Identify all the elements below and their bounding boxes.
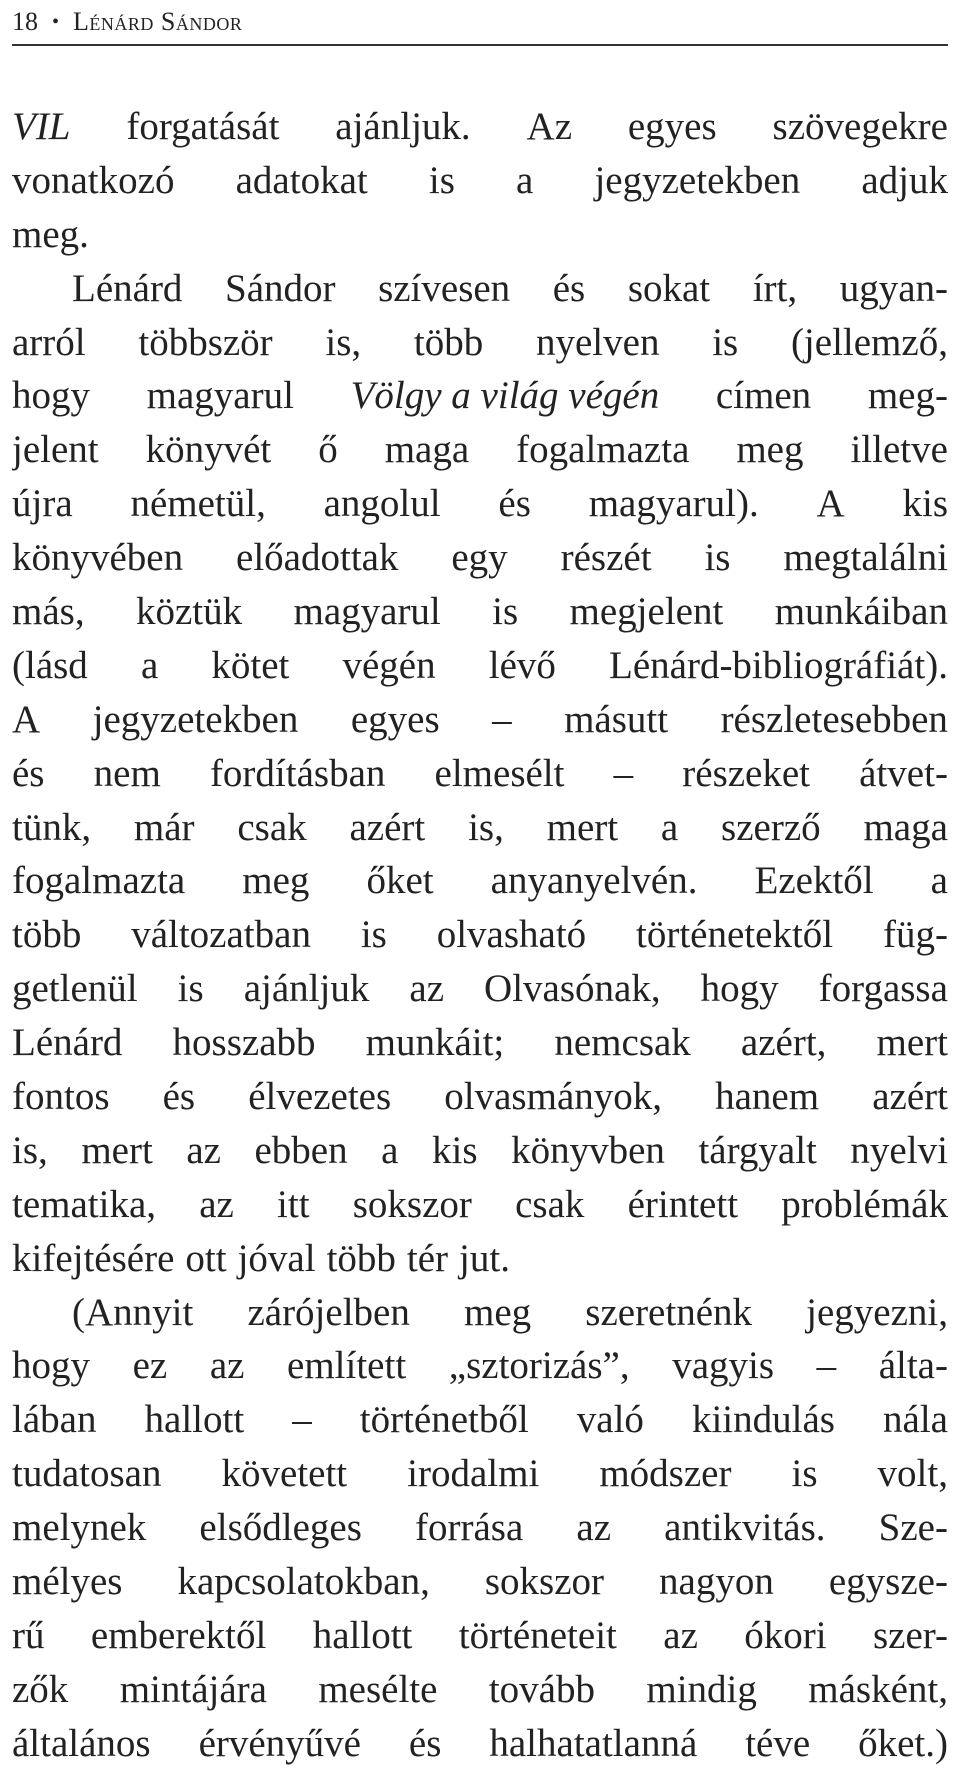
- word: tér: [406, 1236, 449, 1280]
- word: –: [613, 751, 634, 795]
- text-line: [12, 1016, 948, 1070]
- word: ez: [132, 1344, 168, 1388]
- word: fogalmazta: [12, 859, 186, 903]
- word: irodalmi: [407, 1452, 540, 1496]
- word: az: [209, 1344, 245, 1388]
- word: vonatkozó: [12, 158, 175, 202]
- word: részét: [560, 536, 652, 580]
- word: németül,: [130, 482, 266, 526]
- word: részletesebben: [720, 697, 948, 741]
- word: és: [552, 266, 586, 310]
- word: az: [409, 967, 445, 1011]
- text-line: [12, 1070, 948, 1124]
- word: is: [704, 536, 731, 580]
- word: emberektől: [90, 1613, 267, 1657]
- word: forrása: [415, 1506, 524, 1550]
- word: getlenül: [12, 967, 138, 1011]
- word: meg: [463, 1290, 532, 1334]
- word: jegyezni,: [806, 1290, 948, 1334]
- word: az: [663, 1613, 698, 1657]
- word: mélyes: [12, 1560, 123, 1604]
- word: könyvében: [12, 536, 184, 580]
- word: hallott: [312, 1613, 413, 1657]
- word: anyanyelvén.: [490, 859, 698, 903]
- word: olvasmányok,: [444, 1075, 662, 1119]
- word: melynek: [12, 1506, 147, 1550]
- word: (lásd: [12, 643, 88, 687]
- running-head-author: Lénárd Sándor: [73, 7, 243, 36]
- word: forgassa: [818, 967, 948, 1011]
- word: jut.: [459, 1236, 510, 1280]
- word: meg: [242, 859, 310, 903]
- word: itt: [277, 1182, 310, 1226]
- word: említett: [287, 1344, 407, 1388]
- word: a: [381, 1128, 399, 1172]
- word: maga: [384, 428, 470, 472]
- word: kifejtésére: [12, 1236, 175, 1280]
- word: mintájára: [119, 1667, 267, 1711]
- word: és: [12, 751, 45, 795]
- word: meg.: [12, 212, 89, 256]
- word: is: [791, 1452, 818, 1496]
- word: hogy: [700, 967, 779, 1011]
- text-line: [12, 801, 948, 855]
- word: érvényűvé: [198, 1721, 361, 1765]
- word: őket.): [858, 1721, 948, 1765]
- word: az: [199, 1182, 234, 1226]
- word: elmesélt: [434, 751, 565, 795]
- word: Lénárd: [72, 266, 183, 310]
- text-line: [12, 585, 948, 639]
- word: vagyis: [672, 1344, 775, 1388]
- word: köztük: [135, 590, 243, 634]
- word: hosszabb: [172, 1021, 316, 1065]
- word: többször: [138, 320, 273, 364]
- text-line: [12, 1555, 948, 1609]
- word: Sze-: [878, 1506, 948, 1550]
- word: tematika,: [12, 1182, 157, 1226]
- word: Sándor: [225, 266, 336, 310]
- word: átvet-: [859, 751, 948, 795]
- word: ebben: [254, 1128, 348, 1172]
- word: és: [498, 482, 531, 526]
- word: ajánljuk.: [335, 105, 471, 148]
- word: is: [360, 913, 387, 957]
- word: és: [408, 1721, 442, 1765]
- word: hogy: [12, 1344, 90, 1388]
- word: sokat: [627, 266, 711, 310]
- text-line: [12, 100, 948, 154]
- word: nála: [883, 1398, 948, 1442]
- running-header: [12, 0, 948, 46]
- word: zárójelben: [247, 1290, 410, 1334]
- text-line: [12, 1501, 948, 1555]
- word: maga: [863, 805, 948, 849]
- word: nem: [93, 751, 161, 795]
- word: mindig: [646, 1667, 757, 1711]
- word: egyes: [350, 697, 440, 741]
- word: őket: [366, 859, 434, 903]
- text-line: [12, 747, 948, 801]
- word: tudatosan: [12, 1452, 162, 1496]
- word: részeket: [682, 751, 811, 795]
- text-line: [12, 1717, 948, 1771]
- word: azért: [872, 1075, 948, 1119]
- word: szer-: [873, 1613, 948, 1657]
- word: más,: [12, 590, 85, 634]
- word: kis: [902, 482, 948, 526]
- word: a: [140, 643, 159, 687]
- word: halhatatlanná: [489, 1721, 698, 1765]
- word: egysze-: [828, 1560, 948, 1604]
- word: A: [816, 482, 845, 526]
- text-line: [12, 639, 948, 693]
- word: volt,: [877, 1452, 948, 1496]
- word: nyelvi: [850, 1128, 948, 1172]
- word: jelent: [12, 428, 99, 472]
- header-separator: •: [52, 11, 60, 33]
- word: is: [492, 590, 519, 634]
- word: módszer: [599, 1452, 732, 1496]
- word: másként,: [808, 1667, 948, 1711]
- word: ugyan-: [839, 266, 948, 310]
- text-line: [12, 1663, 948, 1717]
- word: végén: [342, 643, 436, 687]
- word: adatokat: [235, 158, 368, 202]
- word: álta-: [878, 1344, 948, 1388]
- word: is,: [325, 320, 362, 364]
- word: lévő: [488, 643, 556, 687]
- text-line: [12, 1393, 948, 1447]
- word: –: [492, 697, 512, 741]
- word: a: [660, 805, 679, 849]
- word: megjelent: [569, 590, 724, 634]
- word: sokszor: [352, 1182, 472, 1226]
- word: fordításban: [209, 751, 386, 795]
- word: magyarul).: [588, 482, 759, 526]
- word: Az: [526, 105, 573, 148]
- page-number: 18: [12, 7, 38, 36]
- word: több: [413, 320, 484, 364]
- word: fontos: [12, 1075, 110, 1119]
- word: egy: [451, 536, 508, 580]
- word: fogalmazta: [516, 428, 690, 472]
- text-line: [12, 1178, 948, 1232]
- word: magyarul: [146, 374, 294, 418]
- word: ott: [185, 1236, 227, 1280]
- word: követett: [221, 1452, 348, 1496]
- word: azért: [349, 805, 426, 849]
- word: Lénárd: [12, 1021, 123, 1065]
- word: nemcsak: [554, 1021, 691, 1065]
- italic-word: VIL: [12, 105, 71, 148]
- text-line: [12, 962, 948, 1016]
- word: azért,: [740, 1021, 827, 1065]
- word: is: [428, 158, 455, 202]
- word: kis: [432, 1128, 478, 1172]
- word: angolul: [323, 482, 441, 526]
- word: arról: [12, 320, 86, 364]
- word: szövegekre: [772, 105, 948, 148]
- word: munkáit;: [365, 1021, 505, 1065]
- word: „sztorizás”,: [448, 1344, 630, 1388]
- word: az: [186, 1128, 221, 1172]
- word: könyvben: [511, 1128, 665, 1172]
- text-line: [12, 854, 948, 908]
- word: meg: [736, 428, 804, 472]
- word: élvezetes: [248, 1075, 392, 1119]
- word: rű: [12, 1613, 45, 1657]
- text-line: [12, 262, 948, 316]
- word: kapcsolatokban,: [177, 1560, 430, 1604]
- word: nagyon: [659, 1560, 774, 1604]
- word: egyes: [627, 105, 717, 148]
- word: hanem: [715, 1075, 820, 1119]
- word: jegyzetekben: [92, 697, 299, 741]
- word: írt,: [752, 266, 798, 310]
- word: újra: [12, 482, 73, 526]
- text-line: [12, 1232, 948, 1286]
- word: adjuk: [861, 158, 948, 202]
- word: változatban: [131, 913, 311, 957]
- word: forgatását: [126, 105, 280, 148]
- word: szívesen: [378, 266, 511, 310]
- word: (Annyit: [72, 1290, 194, 1334]
- word: a: [930, 859, 948, 903]
- word: problémák: [781, 1182, 948, 1226]
- text-line: [12, 908, 948, 962]
- word: és: [162, 1075, 196, 1119]
- text-line: [12, 208, 948, 262]
- italic-word: Völgy a világ végén: [350, 374, 660, 418]
- word: téve: [745, 1721, 811, 1765]
- word: csak: [237, 805, 307, 849]
- word: meg-: [867, 374, 948, 418]
- text-line: [12, 1286, 948, 1340]
- word: szeretnénk: [585, 1290, 753, 1334]
- word: füg-: [882, 913, 948, 957]
- book-page: [12, 0, 948, 1765]
- word: történeteit: [458, 1613, 617, 1657]
- word: tárgyalt: [698, 1128, 817, 1172]
- word: az: [576, 1506, 612, 1550]
- text-line: [12, 693, 948, 747]
- word: jóval: [237, 1236, 316, 1280]
- word: másutt: [564, 697, 669, 741]
- word: a: [516, 158, 534, 202]
- word: Olvasónak,: [484, 967, 661, 1011]
- word: történetből: [359, 1398, 529, 1442]
- word: tovább: [488, 1667, 595, 1711]
- word: általános: [12, 1721, 151, 1765]
- word: –: [292, 1398, 312, 1442]
- word: könyvét: [145, 428, 272, 472]
- word: hallott: [144, 1398, 245, 1442]
- word: való: [576, 1398, 644, 1442]
- word: címen: [715, 374, 812, 418]
- word: előadottak: [236, 536, 399, 580]
- word: ókori: [744, 1613, 827, 1657]
- word: olvasható: [436, 913, 587, 957]
- word: antikvitás.: [664, 1506, 826, 1550]
- text-line: [12, 154, 948, 208]
- word: lában: [12, 1398, 97, 1442]
- word: nyelven: [535, 320, 660, 364]
- word: (jellemző,: [790, 320, 948, 364]
- word: mert: [81, 1128, 153, 1172]
- word: már: [133, 805, 195, 849]
- word: ajánljuk: [243, 967, 370, 1011]
- text-line: [12, 477, 948, 531]
- text-line: [12, 1339, 948, 1393]
- word: elsődleges: [199, 1506, 362, 1550]
- word: tünk,: [12, 805, 92, 849]
- word: mert: [546, 805, 619, 849]
- text-line: [12, 369, 948, 423]
- text-line: [12, 531, 948, 585]
- word: jegyzetekben: [594, 158, 801, 202]
- word: csak: [515, 1182, 585, 1226]
- word: mesélte: [318, 1667, 438, 1711]
- word: történetektől: [636, 913, 834, 957]
- text-line: [12, 1447, 948, 1501]
- word: sokszor: [484, 1560, 604, 1604]
- word: illetve: [850, 428, 948, 472]
- word: kötet: [211, 643, 290, 687]
- word: magyarul: [293, 590, 441, 634]
- word: több: [12, 913, 82, 957]
- word: hogy: [12, 374, 90, 418]
- word: több: [326, 1236, 396, 1280]
- word: is: [177, 967, 204, 1011]
- word: mert: [876, 1021, 948, 1065]
- word: A: [12, 697, 41, 741]
- word: kiindulás: [691, 1398, 835, 1442]
- word: zők: [12, 1667, 69, 1711]
- body-text: [12, 100, 948, 1771]
- word: ő: [318, 428, 338, 472]
- word: érintett: [627, 1182, 739, 1226]
- word: Lénárd-bibliográfiát).: [609, 643, 948, 687]
- word: is,: [12, 1128, 48, 1172]
- word: megtalálni: [783, 536, 948, 580]
- word: munkáiban: [774, 590, 948, 634]
- word: is,: [468, 805, 504, 849]
- word: szerző: [721, 805, 821, 849]
- word: –: [816, 1344, 837, 1388]
- text-line: [12, 1609, 948, 1663]
- word: Ezektől: [754, 859, 874, 903]
- text-line: [12, 423, 948, 477]
- text-line: [12, 1124, 948, 1178]
- word: is: [712, 320, 739, 364]
- text-line: [12, 316, 948, 370]
